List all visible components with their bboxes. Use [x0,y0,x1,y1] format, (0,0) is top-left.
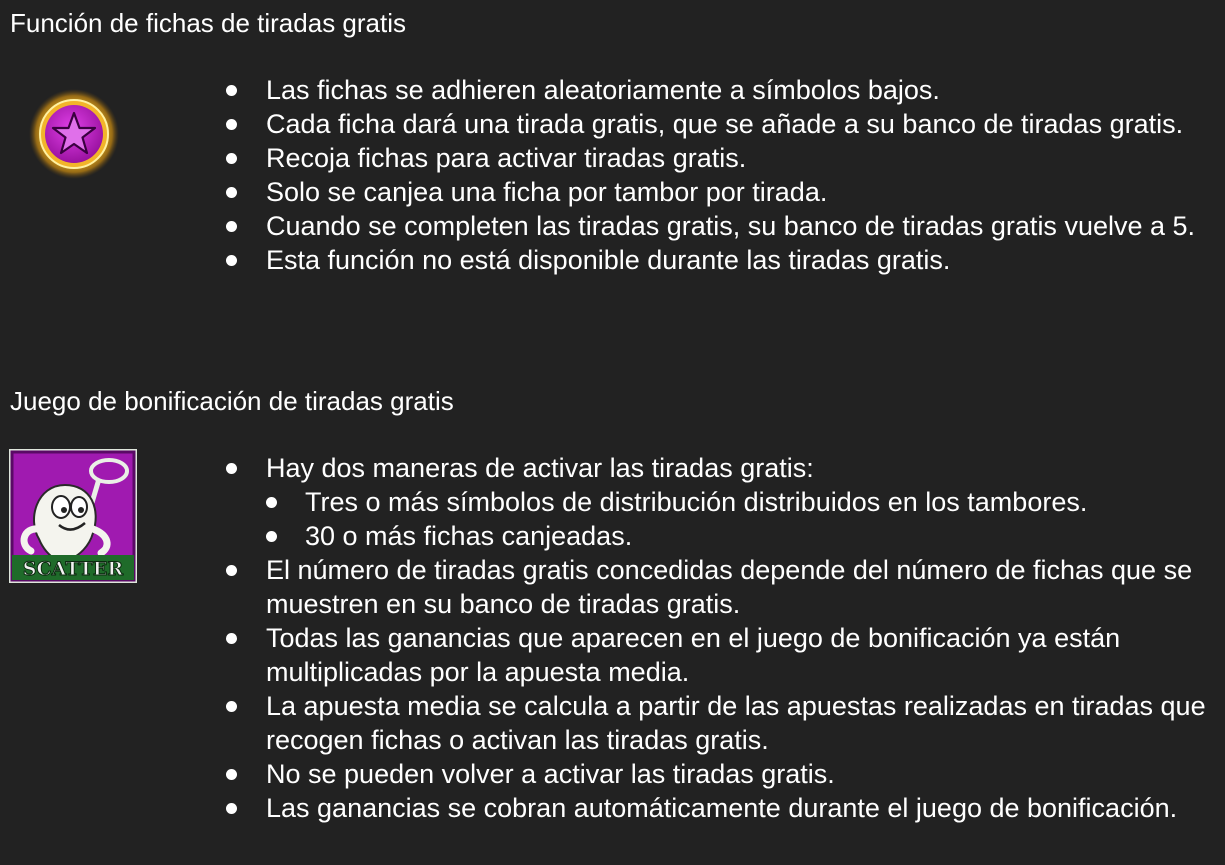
sub-list-item: 30 o más fichas canjeadas. [305,519,1216,553]
list-item: Recoja fichas para activar tiradas gratis. [266,141,1216,175]
list-item: Todas las ganancias que aparecen en el juego de bonificación ya están multiplicadas por la apuesta media. [266,621,1216,689]
list-item: El número de tiradas gratis concedidas depende del número de fichas que se muestren en su banco de tiradas gratis. [266,553,1216,621]
sub-list-item: Tres o más símbolos de distribución distribuidos en los tambores. [305,485,1216,519]
token-feature-bullet-list [266,73,1216,277]
list-item: Cada ficha dará una tirada gratis, que se añade a su banco de tiradas gratis. [266,107,1216,141]
purple-star-token-icon [28,88,120,180]
list-item: No se pueden volver a activar las tiradas gratis. [266,757,1216,791]
section-title-token-feature: Función de fichas de tiradas gratis [10,8,406,38]
bonus-game-bullet-list [266,451,1216,825]
list-item: Las ganancias se cobran automáticamente durante el juego de bonificación. [266,791,1216,825]
scatter-symbol-icon [9,449,137,583]
list-item: La apuesta media se calcula a partir de las apuestas realizadas en tiradas que recogen fichas o activan las tiradas gratis. [266,689,1216,757]
list-item: Esta función no está disponible durante las tiradas gratis. [266,243,1216,277]
scatter-label: SCATTER [22,558,124,580]
section-title-bonus-game: Juego de bonificación de tiradas gratis [10,386,454,416]
list-item: Las fichas se adhieren aleatoriamente a símbolos bajos. [266,73,1216,107]
list-item: Cuando se completen las tiradas gratis, su banco de tiradas gratis vuelve a 5. [266,209,1216,243]
list-item-text: Hay dos maneras de activar las tiradas gratis: [266,453,814,483]
sub-bullet-list [266,485,1216,553]
list-item [266,451,1216,553]
list-item: Solo se canjea una ficha por tambor por tirada. [266,175,1216,209]
